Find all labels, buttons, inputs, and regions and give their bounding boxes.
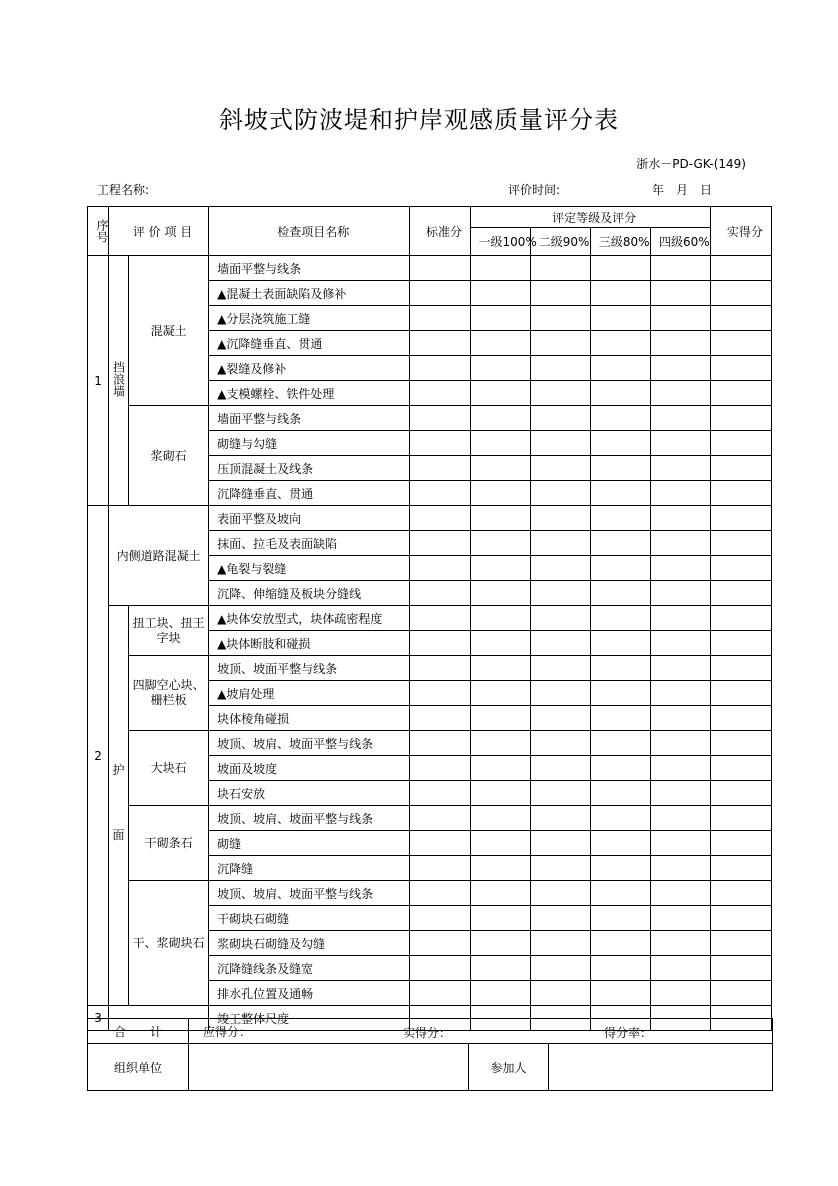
grade2-cell[interactable] — [530, 681, 590, 706]
grade3-cell[interactable] — [590, 581, 650, 606]
check-item-name: 坡顶、坡肩、坡面平整与线条 — [209, 731, 410, 756]
grade4-cell[interactable] — [650, 531, 710, 556]
grade3-cell[interactable] — [590, 806, 650, 831]
grade2-cell[interactable] — [530, 581, 590, 606]
grade3-cell[interactable] — [590, 906, 650, 931]
check-item-name: 沉降缝 — [209, 856, 410, 881]
actual-score-cell[interactable] — [710, 631, 771, 656]
grade2-cell[interactable] — [530, 506, 590, 531]
std-score-cell[interactable] — [410, 706, 470, 731]
grade2-cell[interactable] — [530, 281, 590, 306]
subsection-name: 四脚空心块、栅栏板 — [129, 656, 209, 731]
std-score-cell[interactable] — [410, 606, 470, 631]
std-score-cell[interactable] — [410, 406, 470, 431]
check-item-name: 砌缝 — [209, 831, 410, 856]
table-row — [88, 806, 772, 831]
grade1-cell[interactable] — [470, 331, 530, 356]
std-score-cell[interactable] — [410, 731, 470, 756]
grade2-cell[interactable] — [530, 856, 590, 881]
check-item-name: 墙面平整与线条 — [209, 256, 410, 281]
grade4-cell[interactable] — [650, 906, 710, 931]
check-item-name: 抹面、拉毛及表面缺陷 — [209, 531, 410, 556]
std-score-cell[interactable] — [410, 456, 470, 481]
grade1-cell[interactable] — [470, 481, 530, 506]
grade1-cell[interactable] — [470, 731, 530, 756]
grade4-cell[interactable] — [650, 431, 710, 456]
grade1-cell[interactable] — [470, 706, 530, 731]
std-score-cell[interactable] — [410, 681, 470, 706]
actual-score-cell[interactable] — [710, 281, 771, 306]
actual-score-cell[interactable] — [710, 931, 771, 956]
actual-score-cell[interactable] — [710, 906, 771, 931]
footer-org-value[interactable] — [189, 1044, 469, 1091]
grade1-cell[interactable] — [470, 956, 530, 981]
std-score-cell[interactable] — [410, 431, 470, 456]
grade2-cell[interactable] — [530, 831, 590, 856]
actual-score-cell[interactable] — [710, 706, 771, 731]
std-score-cell[interactable] — [410, 931, 470, 956]
grade3-cell[interactable] — [590, 681, 650, 706]
grade2-cell[interactable] — [530, 306, 590, 331]
grade1-cell[interactable] — [470, 506, 530, 531]
grade1-cell[interactable] — [470, 256, 530, 281]
grade1-cell[interactable] — [470, 581, 530, 606]
check-item-name: 竣工整体尺度 — [209, 1006, 410, 1031]
grade4-cell[interactable] — [650, 831, 710, 856]
grade2-cell[interactable] — [530, 906, 590, 931]
footer-rate: 得分率： — [604, 1026, 653, 1040]
std-score-cell[interactable] — [410, 481, 470, 506]
table-row — [88, 256, 772, 281]
check-item-name: 坡顶、坡肩、坡面平整与线条 — [209, 806, 410, 831]
grade4-cell[interactable] — [650, 781, 710, 806]
grade4-cell[interactable] — [650, 856, 710, 881]
subsection-name: 混凝土 — [129, 256, 209, 406]
header-check-name: 检查项目名称 — [209, 207, 410, 256]
grade1-cell[interactable] — [470, 756, 530, 781]
grade1-cell[interactable] — [470, 531, 530, 556]
page-title: 斜坡式防波堤和护岸观感质量评分表 — [219, 106, 619, 134]
grade1-cell[interactable] — [470, 906, 530, 931]
grade3-cell[interactable] — [590, 631, 650, 656]
std-score-cell[interactable] — [410, 781, 470, 806]
grade3-cell[interactable] — [590, 956, 650, 981]
grade2-cell[interactable] — [530, 631, 590, 656]
actual-score-cell[interactable] — [710, 981, 771, 1006]
actual-score-cell[interactable] — [710, 406, 771, 431]
section-number: 1 — [88, 256, 109, 506]
actual-score-cell[interactable] — [710, 756, 771, 781]
grade1-cell[interactable] — [470, 406, 530, 431]
footer-table — [87, 1018, 773, 1091]
section-name-cell — [109, 606, 129, 1006]
actual-score-cell[interactable] — [710, 681, 771, 706]
check-item-name: 砌缝与勾缝 — [209, 431, 410, 456]
grade4-cell[interactable] — [650, 931, 710, 956]
check-item-name: 表面平整及坡向 — [209, 506, 410, 531]
actual-score-cell[interactable] — [710, 656, 771, 681]
grade4-cell[interactable] — [650, 406, 710, 431]
check-item-name: 坡顶、坡面平整与线条 — [209, 656, 410, 681]
grade4-cell[interactable] — [650, 981, 710, 1006]
grade3-cell[interactable] — [590, 281, 650, 306]
actual-score-cell[interactable] — [710, 731, 771, 756]
grade1-cell[interactable] — [470, 281, 530, 306]
date-label: 年 月 日 — [652, 183, 713, 197]
header-g2: 二级90% — [530, 228, 590, 256]
grade3-cell[interactable] — [590, 731, 650, 756]
grade4-cell[interactable] — [650, 581, 710, 606]
std-score-cell[interactable] — [410, 531, 470, 556]
grade2-cell[interactable] — [530, 956, 590, 981]
grade3-cell[interactable] — [590, 306, 650, 331]
grade2-cell[interactable] — [530, 731, 590, 756]
actual-score-cell[interactable] — [710, 581, 771, 606]
grade4-cell[interactable] — [650, 956, 710, 981]
check-item-name: 浆砌块石砌缝及勾缝 — [209, 931, 410, 956]
grade3-cell[interactable] — [590, 456, 650, 481]
grade4-cell[interactable] — [650, 656, 710, 681]
footer-participants-value[interactable] — [549, 1044, 773, 1091]
grade3-cell[interactable] — [590, 481, 650, 506]
grade3-cell[interactable] — [590, 856, 650, 881]
project-name-label: 工程名称: — [97, 183, 150, 197]
grade2-cell[interactable] — [530, 256, 590, 281]
check-item-name: ▲支模螺栓、铁件处理 — [209, 381, 410, 406]
actual-score-cell[interactable] — [710, 481, 771, 506]
actual-score-cell[interactable] — [710, 831, 771, 856]
check-item-name: 干砌块石砌缝 — [209, 906, 410, 931]
check-item-name: ▲块体安放型式，块体疏密程度 — [209, 606, 410, 631]
check-item-name: 沉降、伸缩缝及板块分缝线 — [209, 581, 410, 606]
score-table — [87, 206, 772, 1031]
grade4-cell[interactable] — [650, 631, 710, 656]
grade3-cell[interactable] — [590, 506, 650, 531]
actual-score-cell[interactable] — [710, 306, 771, 331]
grade3-cell[interactable] — [590, 831, 650, 856]
grade3-cell[interactable] — [590, 431, 650, 456]
grade2-cell[interactable] — [530, 981, 590, 1006]
check-item-name: 坡面及坡度 — [209, 756, 410, 781]
check-item-name: 块石安放 — [209, 781, 410, 806]
section-name: 挡浪墙 — [111, 361, 126, 397]
eval-time-label: 评价时间: — [508, 183, 561, 197]
actual-score-cell[interactable] — [710, 956, 771, 981]
actual-score-cell[interactable] — [710, 506, 771, 531]
actual-score-cell[interactable] — [710, 356, 771, 381]
grade1-cell[interactable] — [470, 831, 530, 856]
grade2-cell[interactable] — [530, 556, 590, 581]
subsection-name: 干、浆砌块石 — [129, 881, 209, 1006]
std-score-cell[interactable] — [410, 331, 470, 356]
grade4-cell[interactable] — [650, 306, 710, 331]
check-item-name: ▲龟裂与裂缝 — [209, 556, 410, 581]
grade3-cell[interactable] — [590, 531, 650, 556]
grade3-cell[interactable] — [590, 331, 650, 356]
footer-org-label: 组织单位 — [88, 1044, 189, 1091]
table-row — [88, 606, 772, 631]
grade2-cell[interactable] — [530, 381, 590, 406]
grade2-cell[interactable] — [530, 456, 590, 481]
grade4-cell[interactable] — [650, 881, 710, 906]
actual-score-cell[interactable] — [710, 381, 771, 406]
check-item-name: 排水孔位置及通畅 — [209, 981, 410, 1006]
section-name-cell — [109, 256, 129, 506]
grade1-cell[interactable] — [470, 781, 530, 806]
std-score-cell[interactable] — [410, 506, 470, 531]
grade1-cell[interactable] — [470, 631, 530, 656]
footer-should: 应得分： — [203, 1024, 252, 1039]
grade3-cell[interactable] — [590, 256, 650, 281]
grade1-cell[interactable] — [470, 556, 530, 581]
section-number: 3 — [88, 1006, 109, 1031]
grade4-cell[interactable] — [650, 456, 710, 481]
table-row — [88, 881, 772, 906]
check-item-name: 墙面平整与线条 — [209, 406, 410, 431]
grade1-cell[interactable] — [470, 681, 530, 706]
grade4-cell[interactable] — [650, 606, 710, 631]
actual-score-cell[interactable] — [710, 856, 771, 881]
grade3-cell[interactable] — [590, 981, 650, 1006]
table-row — [88, 506, 772, 531]
grade3-cell[interactable] — [590, 356, 650, 381]
grade3-cell[interactable] — [590, 706, 650, 731]
footer-total: 合 计 — [88, 1019, 189, 1044]
grade3-cell[interactable] — [590, 781, 650, 806]
grade1-cell[interactable] — [470, 306, 530, 331]
grade2-cell[interactable] — [530, 406, 590, 431]
std-score-cell[interactable] — [410, 956, 470, 981]
subsection-name: 干砌条石 — [129, 806, 209, 881]
grade2-cell[interactable] — [530, 356, 590, 381]
subsection-name: 浆砌石 — [129, 406, 209, 506]
grade4-cell[interactable] — [650, 331, 710, 356]
std-score-cell[interactable] — [410, 306, 470, 331]
grade2-cell[interactable] — [530, 331, 590, 356]
check-item-name: 块体棱角碰损 — [209, 706, 410, 731]
std-score-cell[interactable] — [410, 581, 470, 606]
section-name: 护 — [112, 763, 125, 777]
check-item-name: ▲混凝土表面缺陷及修补 — [209, 281, 410, 306]
grade1-cell[interactable] — [470, 931, 530, 956]
header-g1: 一级100% — [470, 228, 530, 256]
actual-score-cell[interactable] — [710, 331, 771, 356]
grade4-cell[interactable] — [650, 356, 710, 381]
grade4-cell[interactable] — [650, 556, 710, 581]
grade3-cell[interactable] — [590, 756, 650, 781]
actual-score-cell[interactable] — [710, 531, 771, 556]
check-item-name: ▲裂缝及修补 — [209, 356, 410, 381]
actual-score-cell[interactable] — [710, 606, 771, 631]
grade1-cell[interactable] — [470, 381, 530, 406]
grade2-cell[interactable] — [530, 806, 590, 831]
subsection-name: 扭工块、扭王字块 — [129, 606, 209, 656]
check-item-name: ▲块体断肢和碰损 — [209, 631, 410, 656]
check-item-name: 沉降缝垂直、贯通 — [209, 481, 410, 506]
header-g4: 四级60% — [650, 228, 710, 256]
std-score-cell[interactable] — [410, 981, 470, 1006]
grade4-cell[interactable] — [650, 731, 710, 756]
check-item-name: 沉降缝线条及缝宽 — [209, 956, 410, 981]
grade4-cell[interactable] — [650, 281, 710, 306]
std-score-cell[interactable] — [410, 906, 470, 931]
subsection-name: 内侧道路混凝土 — [109, 506, 209, 606]
grade1-cell[interactable] — [470, 456, 530, 481]
grade4-cell[interactable] — [650, 706, 710, 731]
check-item-name: 坡顶、坡肩、坡面平整与线条 — [209, 881, 410, 906]
grade2-cell[interactable] — [530, 756, 590, 781]
section-name: 面 — [112, 828, 125, 842]
grade4-cell[interactable] — [650, 506, 710, 531]
std-score-cell[interactable] — [410, 256, 470, 281]
header-std: 标准分 — [410, 207, 470, 256]
grade4-cell[interactable] — [650, 381, 710, 406]
grade3-cell[interactable] — [590, 381, 650, 406]
check-item-name: ▲沉降缝垂直、贯通 — [209, 331, 410, 356]
grade2-cell[interactable] — [530, 481, 590, 506]
grade2-cell[interactable] — [530, 531, 590, 556]
actual-score-cell[interactable] — [710, 556, 771, 581]
section-number: 2 — [88, 506, 109, 1006]
grade2-cell[interactable] — [530, 781, 590, 806]
std-score-cell[interactable] — [410, 381, 470, 406]
grade1-cell[interactable] — [470, 656, 530, 681]
grade2-cell[interactable] — [530, 931, 590, 956]
std-score-cell[interactable] — [410, 356, 470, 381]
grade3-cell[interactable] — [590, 556, 650, 581]
grade1-cell[interactable] — [470, 881, 530, 906]
check-item-name: ▲坡肩处理 — [209, 681, 410, 706]
footer-participants-label: 参加人 — [469, 1044, 549, 1091]
std-score-cell[interactable] — [410, 806, 470, 831]
grade4-cell[interactable] — [650, 256, 710, 281]
actual-score-cell[interactable] — [710, 806, 771, 831]
grade3-cell[interactable] — [590, 406, 650, 431]
grade1-cell[interactable] — [470, 806, 530, 831]
grade1-cell[interactable] — [470, 856, 530, 881]
actual-score-cell[interactable] — [710, 881, 771, 906]
check-item-name: 压顶混凝土及线条 — [209, 456, 410, 481]
std-score-cell[interactable] — [410, 631, 470, 656]
std-score-cell[interactable] — [410, 881, 470, 906]
header-grade-title: 评定等级及评分 — [470, 207, 710, 228]
grade3-cell[interactable] — [590, 931, 650, 956]
header-actual: 实得分 — [710, 207, 771, 256]
table-row — [88, 731, 772, 756]
check-item-name: ▲分层浇筑施工缝 — [209, 306, 410, 331]
footer-scores — [189, 1019, 773, 1044]
header-seq: 序号 — [88, 207, 109, 256]
grade4-cell[interactable] — [650, 481, 710, 506]
grade3-cell[interactable] — [590, 606, 650, 631]
std-score-cell[interactable] — [410, 856, 470, 881]
subsection-name: 大块石 — [129, 731, 209, 806]
grade1-cell[interactable] — [470, 981, 530, 1006]
actual-score-cell[interactable] — [710, 256, 771, 281]
grade2-cell[interactable] — [530, 881, 590, 906]
grade1-cell[interactable] — [470, 431, 530, 456]
grade1-cell[interactable] — [470, 356, 530, 381]
actual-score-cell[interactable] — [710, 431, 771, 456]
std-score-cell[interactable] — [410, 656, 470, 681]
std-score-cell[interactable] — [410, 556, 470, 581]
actual-score-cell[interactable] — [710, 781, 771, 806]
header-g3: 三级80% — [590, 228, 650, 256]
grade2-cell[interactable] — [530, 706, 590, 731]
grade4-cell[interactable] — [650, 681, 710, 706]
std-score-cell[interactable] — [410, 756, 470, 781]
grade2-cell[interactable] — [530, 656, 590, 681]
table-row — [88, 406, 772, 431]
actual-score-cell[interactable] — [710, 456, 771, 481]
grade4-cell[interactable] — [650, 806, 710, 831]
grade2-cell[interactable] — [530, 431, 590, 456]
table-row — [88, 656, 772, 681]
grade4-cell[interactable] — [650, 756, 710, 781]
grade2-cell[interactable] — [530, 606, 590, 631]
grade1-cell[interactable] — [470, 606, 530, 631]
form-code: 浙水－PD-GK-(149) — [636, 157, 746, 171]
std-score-cell[interactable] — [410, 281, 470, 306]
grade3-cell[interactable] — [590, 881, 650, 906]
std-score-cell[interactable] — [410, 831, 470, 856]
footer-actual: 实得分： — [403, 1026, 452, 1040]
grade3-cell[interactable] — [590, 656, 650, 681]
header-item: 评 价 项 目 — [109, 207, 209, 256]
